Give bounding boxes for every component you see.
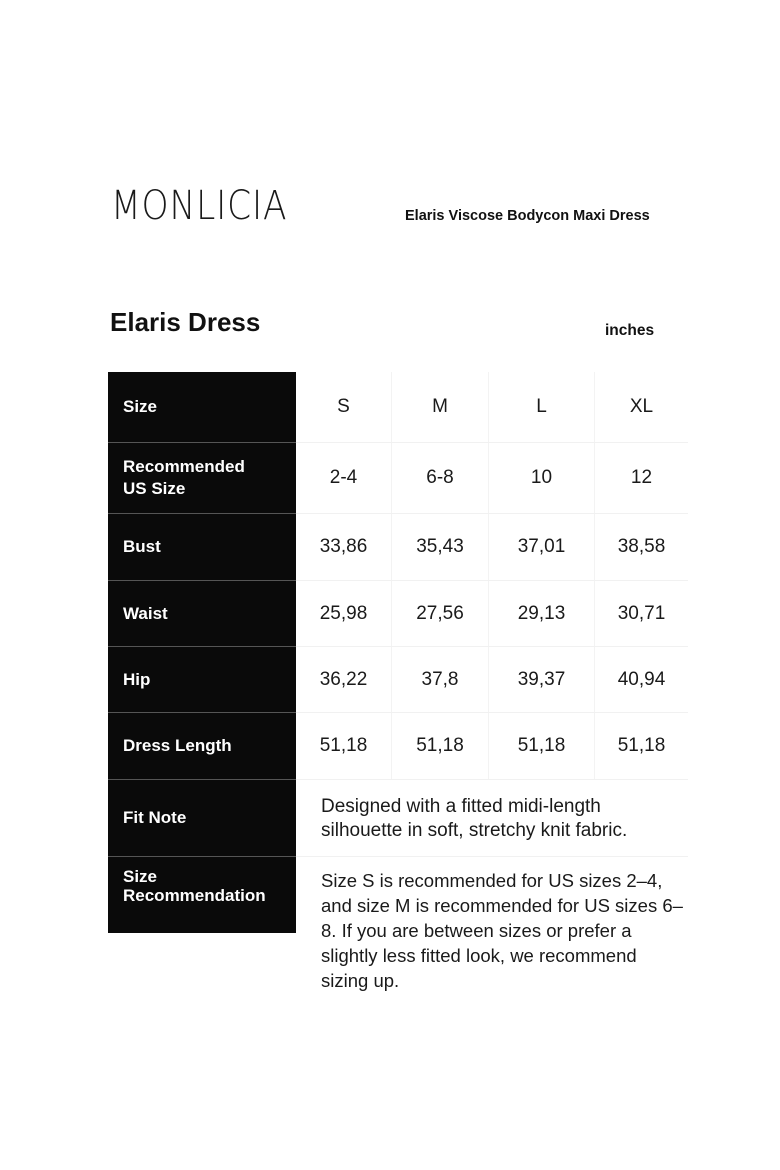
- fit-note-row: [296, 780, 688, 857]
- size-chart-label-column: [108, 372, 296, 933]
- brand-logo: MONLICIA: [111, 183, 288, 229]
- fit-note-text: Designed with a fitted midi-length silhouette in soft, stretchy knit fabric.: [321, 796, 628, 841]
- table-cell: 37,8: [392, 647, 489, 712]
- table-cell: 30,71: [617, 602, 666, 624]
- table-cell: 51,18: [489, 713, 595, 779]
- table-cell: 51,18: [617, 735, 666, 756]
- unit-label: inches: [605, 322, 655, 339]
- table-cell: 40,94: [617, 668, 666, 690]
- table-cell: 10: [489, 443, 595, 513]
- table-cell: 27,56: [392, 581, 489, 646]
- size-recommendation-text: Size S is recommended for US sizes 2–4, and size M is recommended for US sizes 6–8. If you are between sizes or prefer a slightly less fitted look, we recommend sizing up.: [321, 870, 683, 991]
- table-cell: 33,86: [296, 514, 392, 580]
- size-recommendation-row: [296, 857, 688, 994]
- row-label-size: Size: [108, 372, 296, 443]
- table-cell: 51,18: [296, 713, 392, 779]
- table-cell: 38,58: [617, 536, 666, 557]
- table-row: [296, 443, 688, 514]
- size-header-cell: S: [296, 372, 392, 442]
- table-cell: 6-8: [392, 443, 489, 513]
- table-cell: 29,13: [489, 581, 595, 646]
- size-header-cell: M: [392, 372, 489, 442]
- row-label-fit-note: Fit Note: [108, 780, 296, 857]
- size-header-cell: XL: [629, 396, 654, 417]
- size-header-cell: L: [489, 372, 595, 442]
- row-label-bust: Bust: [108, 514, 296, 581]
- table-cell: 12: [630, 467, 653, 488]
- table-cell: 51,18: [392, 713, 489, 779]
- table-cell: 36,22: [296, 647, 392, 712]
- table-row: [296, 581, 688, 647]
- row-label-dress-length: Dress Length: [108, 713, 296, 780]
- row-label-hip: Hip: [108, 647, 296, 713]
- table-row: [296, 514, 688, 581]
- table-row-sizes: [296, 372, 688, 443]
- table-cell: 2-4: [296, 443, 392, 513]
- row-label-text: Size Recommendation: [123, 867, 266, 905]
- table-cell: 35,43: [392, 514, 489, 580]
- table-row: [296, 647, 688, 713]
- table-row: [296, 713, 688, 780]
- table-cell: 39,37: [489, 647, 595, 712]
- product-name: Elaris Viscose Bodycon Maxi Dress: [405, 208, 650, 224]
- table-cell: 25,98: [296, 581, 392, 646]
- row-label-size-recommendation: [108, 857, 296, 933]
- row-label-waist: Waist: [108, 581, 296, 647]
- row-label-recommended-us-size: [108, 443, 296, 514]
- row-label-text: Recommended US Size: [123, 457, 245, 498]
- table-cell: 37,01: [489, 514, 595, 580]
- page-title: Elaris Dress: [110, 307, 261, 337]
- size-chart-values: [296, 372, 688, 994]
